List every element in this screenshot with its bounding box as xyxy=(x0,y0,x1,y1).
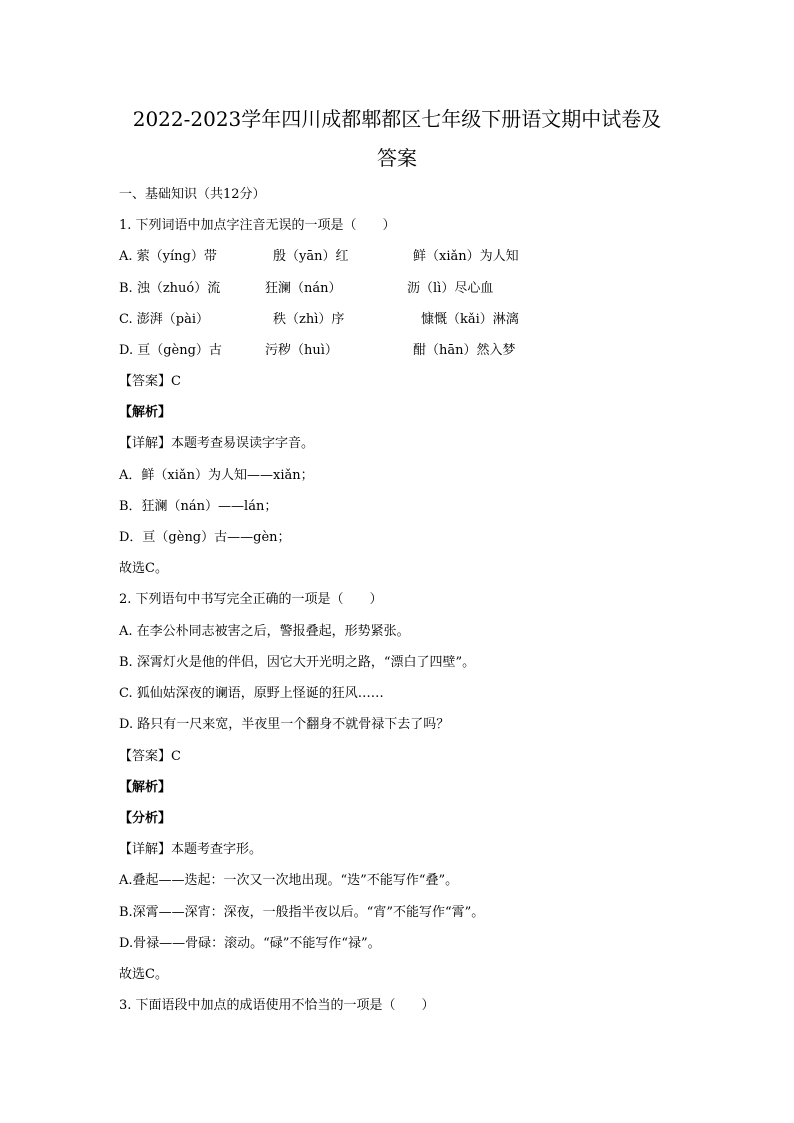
option-c-item-2: 秩（zhì）序 xyxy=(273,312,345,327)
question-2-explanation-a: A.叠起——迭起：一次又一次地出现。“迭”不能写作“叠”。 xyxy=(119,873,459,888)
question-2-option-d: D. 路只有一尺来宽，半夜里一个翻身不就骨禄下去了吗？ xyxy=(119,717,450,732)
document-title-line-2: 答案 xyxy=(377,146,417,170)
question-2-option-c: C. 狐仙姑深夜的谰语，原野上怪诞的狂风…… xyxy=(119,686,384,701)
option-a-item-1: A. 萦（yíng）带 xyxy=(119,249,217,264)
option-c-item-3: 慷慨（kǎi）淋漓 xyxy=(421,312,519,327)
question-2-stem: 2. 下列语句中书写完全正确的一项是（ ） xyxy=(119,592,383,607)
question-1-option-a xyxy=(119,248,679,266)
question-1-analysis-label: 【解析】 xyxy=(119,405,172,420)
question-1-explanation-a: A．鲜（xiǎn）为人知——xiǎn； xyxy=(119,468,314,483)
option-b-item-1: B. 浊（zhuó）流 xyxy=(119,281,221,296)
question-2-detail: 【详解】本题考查字形。 xyxy=(119,842,263,857)
option-b-item-3: 沥（lì）尽心血 xyxy=(407,281,494,296)
question-2-option-b: B. 深霄灯火是他的伴侣，因它大开光明之路，“漂白了四壁”。 xyxy=(119,655,476,670)
question-2-analysis-label: 【解析】 xyxy=(119,780,172,795)
option-c-item-1: C. 澎湃（pài） xyxy=(119,312,209,327)
option-a-item-3: 鲜（xiǎn）为人知 xyxy=(413,249,519,264)
question-2-analysis-sub-label: 【分析】 xyxy=(119,811,172,826)
section-heading: 一、基础知识（共12分） xyxy=(119,187,266,202)
question-1-stem: 1. 下列词语中加点字注音无误的一项是（ ） xyxy=(119,218,396,233)
option-d-item-1: D. 亘（gèng）古 xyxy=(119,343,222,358)
document-title-line-1: 2022-2023学年四川成都郫都区七年级下册语文期中试卷及 xyxy=(132,107,662,131)
option-d-item-2: 污秽（huì） xyxy=(265,343,338,358)
question-1-option-b xyxy=(119,280,679,298)
option-a-item-2: 殷（yān）红 xyxy=(273,249,349,264)
question-1-option-d xyxy=(119,342,679,360)
option-d-item-3: 酣（hān）然入梦 xyxy=(413,343,516,358)
question-1-detail: 【详解】本题考查易误读字字音。 xyxy=(119,436,315,451)
question-2-answer: 【答案】C xyxy=(119,749,181,764)
question-2-option-a: A. 在李公朴同志被害之后，警报叠起，形势紧张。 xyxy=(119,624,410,639)
option-b-item-2: 狂澜（nán） xyxy=(265,281,342,296)
question-2-explanation-d: D.骨禄——骨碌：滚动。“碌”不能写作“禄”。 xyxy=(119,936,381,951)
question-2-explanation-b: B.深霄——深宵：深夜，一般指半夜以后。“宵”不能写作“霄”。 xyxy=(119,905,485,920)
question-1-conclusion: 故选C。 xyxy=(119,561,168,576)
question-2-conclusion: 故选C。 xyxy=(119,967,168,982)
question-3-stem: 3. 下面语段中加点的成语使用不恰当的一项是（ ） xyxy=(119,998,435,1013)
question-1-explanation-d: D．亘（gèng）古——gèn； xyxy=(119,530,291,545)
question-1-answer: 【答案】C xyxy=(119,374,181,389)
question-1-option-c xyxy=(119,311,679,329)
question-1-explanation-b: B．狂澜（nán）——lán； xyxy=(119,499,278,514)
